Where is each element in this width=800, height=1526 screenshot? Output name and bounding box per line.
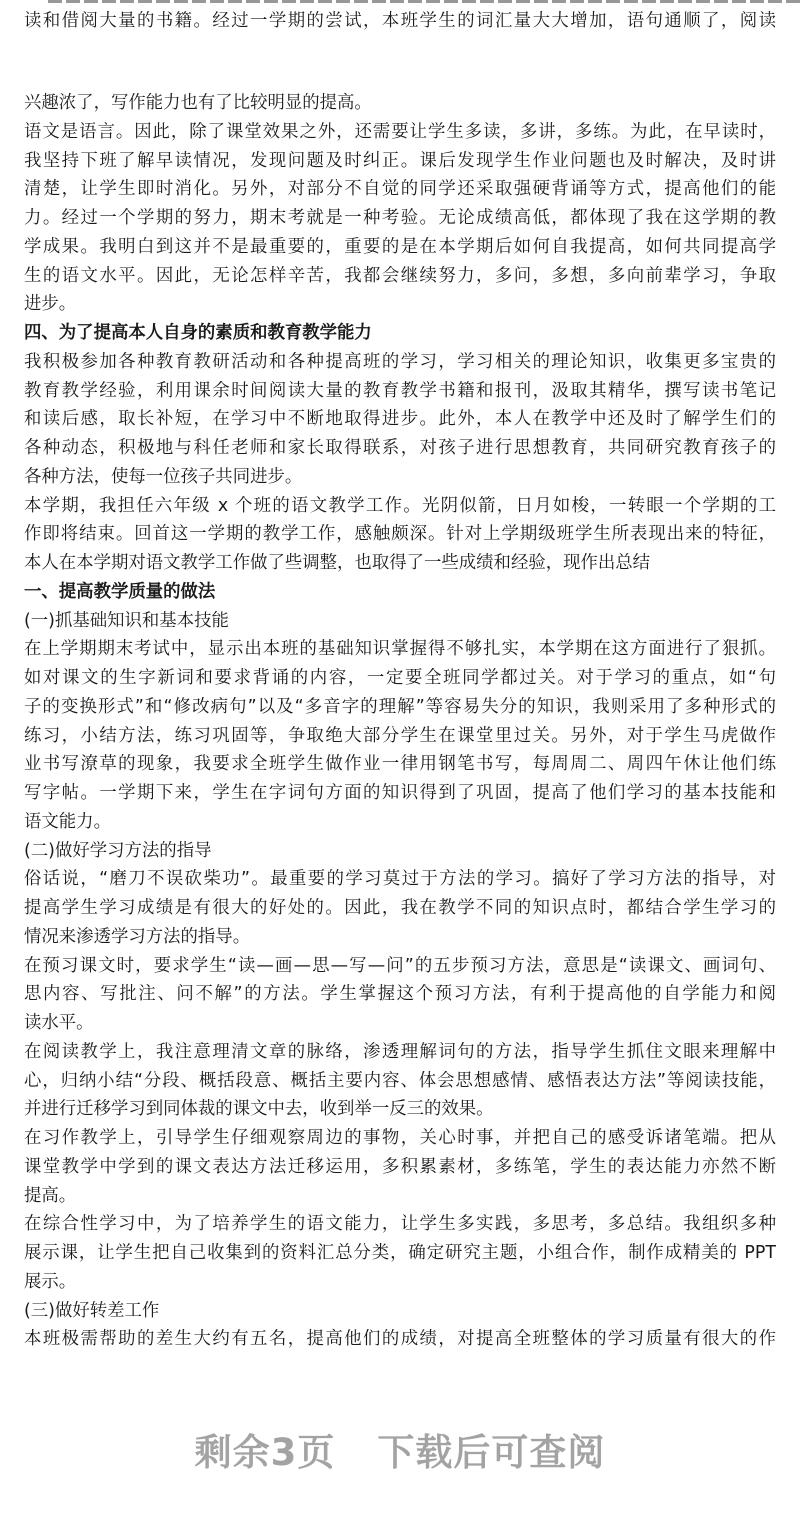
text-line: 展示。 — [24, 1271, 77, 1292]
text-line: 本学期，我担任六年级 x 个班的语文教学工作。光阴似箭，日月如梭，一转眼一个学期的工 — [24, 495, 776, 516]
text-line: 读和借阅大量的书籍。经过一学期的尝试，本班学生的词汇量大大增加，语句通顺了，阅读 — [24, 11, 776, 31]
text-line: 教育教学经验，利用课余时间阅读大量的教育教学书籍和报刊，汲取其精华，撰写读书笔记 — [24, 380, 776, 401]
text-line: 在上学期期末考试中，显示出本班的基础知识掌握得不够扎实，本学期在这方面进行了狠抓。 — [24, 639, 776, 660]
text-line: 兴趣浓了，写作能力也有了比较明显的提高。 — [24, 93, 372, 113]
text-line: 业书写潦草的现象，我要求全班学生做作业一律用钢笔书写，每周周二、周四午休让他们练 — [24, 754, 776, 775]
cropped-text-line — [48, 0, 800, 3]
text-line: 语文能力。 — [24, 811, 111, 832]
text-line: 作即将结束。回首这一学期的教学工作，感触颇深。针对上学期级班学生所表现出来的特征， — [24, 524, 776, 545]
text-line: 本班极需帮助的差生大约有五名，提高他们的成绩，对提高全班整体的学习质量有很大的作 — [24, 1329, 776, 1350]
remaining-pages-label: 剩余3页 — [194, 1431, 336, 1474]
text-line: 心，归纳小结“分段、概括段意、概括主要内容、体会思想感情、感悟表达方法”等阅读技能， — [24, 1070, 776, 1091]
text-line: 提高学生学习成绩是有很大的好处的。因此，我在教学不同的知识点时，都结合学生学习的 — [24, 898, 776, 918]
document-fragment-top — [24, 7, 776, 36]
text-line: 在预习课文时，要求学生“读—画—思—写—问”的五步预习方法，意思是“读课文、画词句、 — [24, 955, 776, 976]
text-line: 如对课文的生字新词和要求背诵的内容，一定要全班同学都过关。对于学习的重点，如“句 — [24, 668, 776, 688]
document-body — [24, 89, 776, 1354]
text-line: 我坚持下班了解早读情况，发现问题及时纠正。课后发现学生作业问题也及时解决，及时讲 — [24, 150, 776, 171]
text-line: 各种方法，使每一位孩子共同进步。 — [24, 466, 303, 487]
text-line: 读水平。 — [24, 1013, 94, 1033]
text-line: 在习作教学上，引导学生仔细观察周边的事物，关心时事，并把自己的感受诉诸笔端。把从 — [24, 1128, 776, 1148]
text-line: 练习，小结方法，练习巩固等，争取绝大部分学生在课堂里过关。另外，对于学生马虎做作 — [24, 725, 776, 746]
text-line: 语文是语言。因此，除了课堂效果之外，还需要让学生多读，多讲，多练。为此，在早读时， — [24, 121, 776, 142]
text-line: 本人在本学期对语文教学工作做了些调整，也取得了一些成绩和经验，现作出总结 — [24, 553, 651, 573]
text-line: 写字帖。一学期下来，学生在字词句方面的知识得到了巩固，提高了他们学习的基本技能和 — [24, 783, 776, 803]
text-line: (二)做好学习方法的指导 — [24, 840, 212, 861]
text-line: 在阅读教学上，我注意理清文章的脉络，渗透理解词句的方法，指导学生抓住文眼来理解中 — [24, 1041, 776, 1062]
remaining-pages-banner[interactable] — [0, 1422, 800, 1476]
text-line: 情况来渗透学习方法的指导。 — [24, 926, 251, 947]
download-to-view-label: 下载后可查阅 — [377, 1431, 606, 1474]
text-line: (三)做好转差工作 — [24, 1300, 160, 1321]
text-line: 和读后感，取长补短，在学习中不断地取得进步。此外，本人在教学中还及时了解学生们的 — [24, 409, 776, 430]
text-line: 课堂教学中学到的课文表达方法迁移运用，多积累素材，多练笔，学生的表达能力亦然不断 — [24, 1156, 776, 1177]
text-line: 力。经过一个学期的努力，期末考就是一种考验。无论成绩高低，都体现了我在这学期的教 — [24, 208, 776, 228]
text-line: 我积极参加各种教育教研活动和各种提高班的学习，学习相关的理论知识，收集更多宝贵的 — [24, 351, 776, 372]
text-line: 提高。 — [24, 1185, 77, 1206]
text-line: (一)抓基础知识和基本技能 — [24, 610, 229, 631]
text-line: 思内容、写批注、问不解”的方法。学生掌握这个预习方法，有利于提高他的自学能力和阅 — [24, 984, 776, 1005]
text-line: 清楚，让学生即时消化。另外，对部分不自觉的同学还采取强硬背诵等方式，提高他们的能 — [24, 179, 776, 200]
text-line: 并进行迁移学习到同体裁的课文中去，收到举一反三的效果。 — [24, 1099, 494, 1120]
text-line: 展示课，让学生把自己收集到的资料汇总分类，确定研究主题，小组合作，制作成精美的 PPT — [24, 1243, 776, 1263]
section-heading: 一、提高教学质量的做法 — [24, 581, 216, 602]
section-heading: 四、为了提高本人自身的素质和教育教学能力 — [24, 323, 372, 343]
text-line: 学成果。我明白到这并不是最重要的，重要的是在本学期后如何自我提高，如何共同提高学 — [24, 236, 776, 257]
text-line: 俗话说，“磨刀不误砍柴功”。最重要的学习莫过于方法的学习。搞好了学习方法的指导，对 — [24, 869, 776, 890]
text-line: 生的语文水平。因此，无论怎样辛苦，我都会继续努力，多问，多想，多向前辈学习，争取 — [24, 265, 776, 286]
text-line: 各种动态，积极地与科任老师和家长取得联系，对孩子进行思想教育，共同研究教育孩子的 — [24, 438, 776, 458]
text-line: 在综合性学习中，为了培养学生的语文能力，让学生多实践，多思考，多总结。我组织多种 — [24, 1214, 776, 1235]
text-line: 进步。 — [24, 294, 77, 315]
text-line: 子的变换形式”和“修改病句”以及“多音字的理解”等容易失分的知识，我则采用了多种形式的 — [24, 696, 776, 717]
